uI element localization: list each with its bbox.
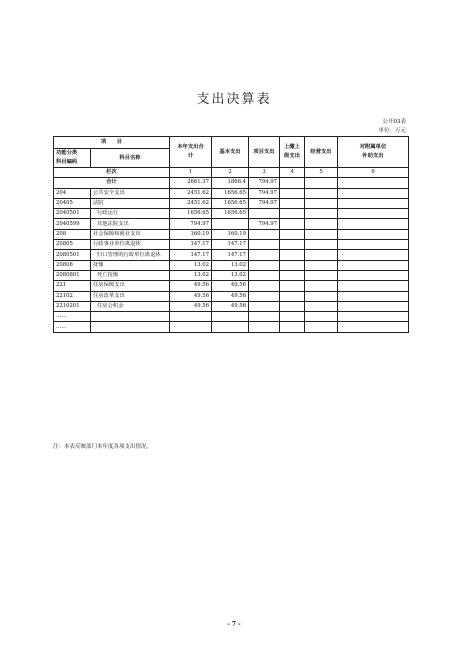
unit-label: 单位：万元 [378, 128, 406, 134]
column-index-3: 3 [249, 168, 280, 178]
total-row [54, 178, 409, 188]
table-row [54, 301, 409, 311]
row-total: 49.56 [170, 291, 212, 301]
column-index-6: 6 [338, 168, 409, 178]
total-subsidy [338, 178, 409, 188]
row-name: 住房保障支出 [91, 281, 170, 291]
table-row [54, 229, 409, 239]
column-index-4: 4 [280, 168, 305, 178]
row-total: 13.02 [170, 270, 212, 280]
row-project: 794.97 [249, 219, 280, 229]
header-row-1 [54, 137, 409, 149]
row-basic: 49.56 [212, 281, 249, 291]
column-index-row [54, 168, 409, 178]
table-row [54, 219, 409, 229]
row-basic: 147.17 [212, 250, 249, 260]
row-project [249, 260, 280, 270]
business-header: 经营支出 [305, 137, 338, 168]
row-name: 法院 [91, 198, 170, 208]
row-subsidy [338, 209, 409, 219]
row-name: 公共安全支出 [91, 188, 170, 198]
row-code: 22102 [54, 291, 91, 301]
row-basic: 49.56 [212, 291, 249, 301]
row-subsidy [338, 291, 409, 301]
row-name: 行政事业单位离退休 [91, 240, 170, 250]
row-basic: 160.19 [212, 229, 249, 239]
expenditure-table [53, 136, 409, 333]
total-label: 合计 [54, 178, 170, 188]
row-project [249, 250, 280, 260]
row-name: 归口管理的行政单位离退休 [91, 250, 170, 260]
row-business [305, 219, 338, 229]
basic-header: 基本支出 [212, 137, 249, 168]
row-name: 其他法院支出 [91, 219, 170, 229]
table-row [54, 281, 409, 291]
total-project: 794.97 [249, 178, 280, 188]
ellipsis-cell: …… [54, 312, 91, 322]
row-total: 1656.65 [170, 209, 212, 219]
row-business [305, 301, 338, 311]
subsidy-header: 对附属单位 补助支出 [338, 137, 409, 168]
row-subsidy [338, 198, 409, 208]
row-upper [280, 198, 305, 208]
func-code-header: 功能分类 科目编码 [54, 149, 91, 168]
row-code: 2210201 [54, 301, 91, 311]
column-index-5: 5 [305, 168, 338, 178]
row-name: 死亡抚恤 [91, 270, 170, 280]
project-header: 项目支出 [249, 137, 280, 168]
row-project [249, 281, 280, 291]
total-basic: 1866.4 [212, 178, 249, 188]
row-upper [280, 250, 305, 260]
table-row [54, 198, 409, 208]
row-upper [280, 270, 305, 280]
row-subsidy [338, 250, 409, 260]
row-basic: 1656.65 [212, 198, 249, 208]
row-business [305, 270, 338, 280]
row-project [249, 291, 280, 301]
table-row [54, 291, 409, 301]
row-project: 794.97 [249, 198, 280, 208]
row-total: 13.02 [170, 260, 212, 270]
row-code: 204 [54, 188, 91, 198]
row-code: 20405 [54, 198, 91, 208]
row-code: 20805 [54, 240, 91, 250]
row-basic: 49.56 [212, 301, 249, 311]
row-upper [280, 260, 305, 270]
page-title: 支出决算表 [196, 92, 272, 107]
page-number: - 7 - [227, 621, 241, 628]
row-total: 2451.62 [170, 188, 212, 198]
row-subsidy [338, 260, 409, 270]
row-code: 2080501 [54, 250, 91, 260]
row-code: 221 [54, 281, 91, 291]
form-code: 公开03表 [382, 119, 406, 125]
table-row [54, 270, 409, 280]
row-total: 147.17 [170, 250, 212, 260]
total-amount: 2661.37 [170, 178, 212, 188]
row-business [305, 250, 338, 260]
row-subsidy [338, 219, 409, 229]
row-project: 794.97 [249, 188, 280, 198]
row-upper [280, 291, 305, 301]
row-upper [280, 219, 305, 229]
row-upper [280, 240, 305, 250]
column-index-1: 1 [170, 168, 212, 178]
row-project [249, 240, 280, 250]
total-upper [280, 178, 305, 188]
row-basic: 13.02 [212, 270, 249, 280]
row-basic [212, 219, 249, 229]
subject-name-header: 科目名称 [91, 149, 170, 168]
table-row [54, 250, 409, 260]
row-project [249, 270, 280, 280]
total-header: 本年支出合 计 [170, 137, 212, 168]
row-basic: 13.02 [212, 260, 249, 270]
ellipsis-rows [54, 312, 409, 333]
row-name: 社会保障和就业支出 [91, 229, 170, 239]
ellipsis-row [54, 322, 409, 332]
row-name: 行政运行 [91, 209, 170, 219]
row-total: 2451.62 [170, 198, 212, 208]
row-total: 147.17 [170, 240, 212, 250]
row-total: 49.56 [170, 281, 212, 291]
row-business [305, 240, 338, 250]
table-row [54, 209, 409, 219]
row-subsidy [338, 188, 409, 198]
row-name: 住房公积金 [91, 301, 170, 311]
row-upper [280, 281, 305, 291]
row-business [305, 281, 338, 291]
row-subsidy [338, 229, 409, 239]
row-business [305, 209, 338, 219]
row-code: 2080801 [54, 270, 91, 280]
row-project [249, 229, 280, 239]
row-business [305, 260, 338, 270]
row-basic: 1656.65 [212, 188, 249, 198]
table-note: 注：本表反映部门本年度各项支出情况。 [53, 444, 153, 450]
column-index-label: 栏次 [54, 168, 170, 178]
upper-header: 上缴上 级支出 [280, 137, 305, 168]
row-subsidy [338, 270, 409, 280]
row-upper [280, 209, 305, 219]
item-group-header: 项 目 [54, 137, 170, 149]
ellipsis-row [54, 312, 409, 322]
data-rows [54, 188, 409, 312]
row-total: 160.19 [170, 229, 212, 239]
row-business [305, 198, 338, 208]
row-code: 2040501 [54, 209, 91, 219]
column-index-2: 2 [212, 168, 249, 178]
table-row [54, 188, 409, 198]
total-business [305, 178, 338, 188]
row-total: 794.97 [170, 219, 212, 229]
row-basic: 147.17 [212, 240, 249, 250]
row-project [249, 209, 280, 219]
row-upper [280, 301, 305, 311]
row-business [305, 291, 338, 301]
row-project [249, 301, 280, 311]
table-row [54, 240, 409, 250]
row-subsidy [338, 281, 409, 291]
ellipsis-cell: …… [54, 322, 91, 332]
row-total: 49.56 [170, 301, 212, 311]
row-basic: 1656.65 [212, 209, 249, 219]
row-code: 208 [54, 229, 91, 239]
row-subsidy [338, 301, 409, 311]
row-business [305, 229, 338, 239]
row-name: 抚恤 [91, 260, 170, 270]
row-subsidy [338, 240, 409, 250]
row-business [305, 188, 338, 198]
row-upper [280, 229, 305, 239]
row-upper [280, 188, 305, 198]
row-code: 2040599 [54, 219, 91, 229]
table-row [54, 260, 409, 270]
row-code: 20808 [54, 260, 91, 270]
row-name: 住房改革支出 [91, 291, 170, 301]
